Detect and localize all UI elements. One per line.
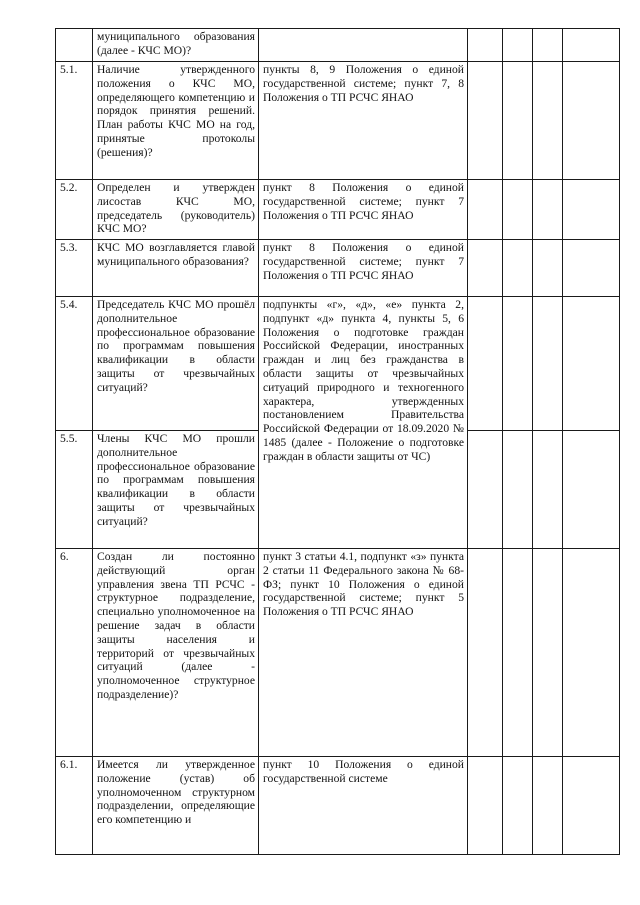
empty-cell bbox=[533, 29, 563, 62]
empty-cell bbox=[503, 62, 533, 180]
empty-cell bbox=[503, 431, 533, 549]
empty-cell bbox=[563, 29, 620, 62]
table-row bbox=[56, 240, 620, 297]
empty-cell bbox=[563, 431, 620, 549]
table-row bbox=[56, 757, 620, 855]
empty-cell bbox=[503, 180, 533, 240]
empty-cell bbox=[533, 431, 563, 549]
table-row bbox=[56, 549, 620, 757]
empty-cell bbox=[563, 62, 620, 180]
row-number: 5.1. bbox=[56, 62, 93, 180]
row-number: 5.5. bbox=[56, 431, 93, 549]
reference-cell: пункт 8 Положения о единой государственной системе; пункт 7 Положения о ТП РСЧС ЯНАО bbox=[259, 180, 468, 240]
empty-cell bbox=[533, 62, 563, 180]
reference-cell: пункты 8, 9 Положения о единой государственной системе; пункт 7, 8 Положения о ТП РСЧС ЯНАО bbox=[259, 62, 468, 180]
empty-cell bbox=[503, 549, 533, 757]
empty-cell bbox=[563, 549, 620, 757]
empty-cell bbox=[468, 62, 503, 180]
row-number: 5.3. bbox=[56, 240, 93, 297]
reference-cell: пункт 8 Положения о единой государственной системе; пункт 7 Положения о ТП РСЧС ЯНАО bbox=[259, 240, 468, 297]
reference-cell bbox=[259, 29, 468, 62]
table-row bbox=[56, 29, 620, 62]
row-number bbox=[56, 29, 93, 62]
empty-cell bbox=[533, 297, 563, 431]
empty-cell bbox=[563, 297, 620, 431]
empty-cell bbox=[503, 29, 533, 62]
empty-cell bbox=[563, 180, 620, 240]
checklist-table bbox=[55, 28, 620, 855]
row-number: 6.1. bbox=[56, 757, 93, 855]
empty-cell bbox=[468, 297, 503, 431]
question-cell: Наличие утвержденного положения о КЧС МО, определяющего компетенцию и порядок принятия решений. План работы КЧС МО на год, принятые протоколы (решения)? bbox=[93, 62, 259, 180]
empty-cell bbox=[503, 240, 533, 297]
question-cell: Определен и утвержден лисостав КЧС МО, председатель (руководитель) КЧС МО? bbox=[93, 180, 259, 240]
empty-cell bbox=[468, 240, 503, 297]
question-cell: Члены КЧС МО прошли дополнительное профессиональное образование по программам повышения квалификации в области защиты от чрезвычайных ситуаций? bbox=[93, 431, 259, 549]
table-row bbox=[56, 297, 620, 431]
reference-cell: пункт 10 Положения о единой государственной системе bbox=[259, 757, 468, 855]
empty-cell bbox=[533, 240, 563, 297]
reference-cell: пункт 3 статьи 4.1, подпункт «з» пункта 2 статьи 11 Федерального закона № 68-ФЗ; пункт 10 Положения о единой государственной системе; пункт 5 Положения о ТП РСЧС ЯНАО bbox=[259, 549, 468, 757]
empty-cell bbox=[468, 549, 503, 757]
question-cell: муниципального образования (далее - КЧС МО)? bbox=[93, 29, 259, 62]
empty-cell bbox=[468, 431, 503, 549]
row-number: 6. bbox=[56, 549, 93, 757]
row-number: 5.2. bbox=[56, 180, 93, 240]
reference-cell: подпункты «г», «д», «е» пункта 2, подпункт «д» пункта 4, пункты 5, 6 Положения о подготовке граждан Российской Федерации, иностранных граждан и лиц без гражданства в области защиты от чрезвычайных ситуаций природного и техногенного характера, утвержденных постановлением Правительства Российской Федерации от 18.09.2020 № 1485 (далее - Положение о подготовке граждан в области защиты от ЧС) bbox=[259, 297, 468, 549]
empty-cell bbox=[563, 757, 620, 855]
empty-cell bbox=[503, 757, 533, 855]
empty-cell bbox=[533, 549, 563, 757]
empty-cell bbox=[468, 757, 503, 855]
question-cell: Создан ли постоянно действующий орган управления звена ТП РСЧС - структурное подразделение, специально уполномоченное на решение задач в области защиты населения и территорий от чрезвычайных ситуаций (далее - уполномоченное структурное подразделение)? bbox=[93, 549, 259, 757]
empty-cell bbox=[563, 240, 620, 297]
table-row bbox=[56, 180, 620, 240]
table-row bbox=[56, 62, 620, 180]
row-number: 5.4. bbox=[56, 297, 93, 431]
question-cell: КЧС МО возглавляется главой муниципального образования? bbox=[93, 240, 259, 297]
empty-cell bbox=[533, 757, 563, 855]
empty-cell bbox=[533, 180, 563, 240]
empty-cell bbox=[503, 297, 533, 431]
question-cell: Председатель КЧС МО прошёл дополнительное профессиональное образование по программам повышения квалификации в области защиты от чрезвычайных ситуаций? bbox=[93, 297, 259, 431]
question-cell: Имеется ли утвержденное положение (устав) об уполномоченном структурном подразделении, определяющие его компетенцию и bbox=[93, 757, 259, 855]
empty-cell bbox=[468, 29, 503, 62]
empty-cell bbox=[468, 180, 503, 240]
